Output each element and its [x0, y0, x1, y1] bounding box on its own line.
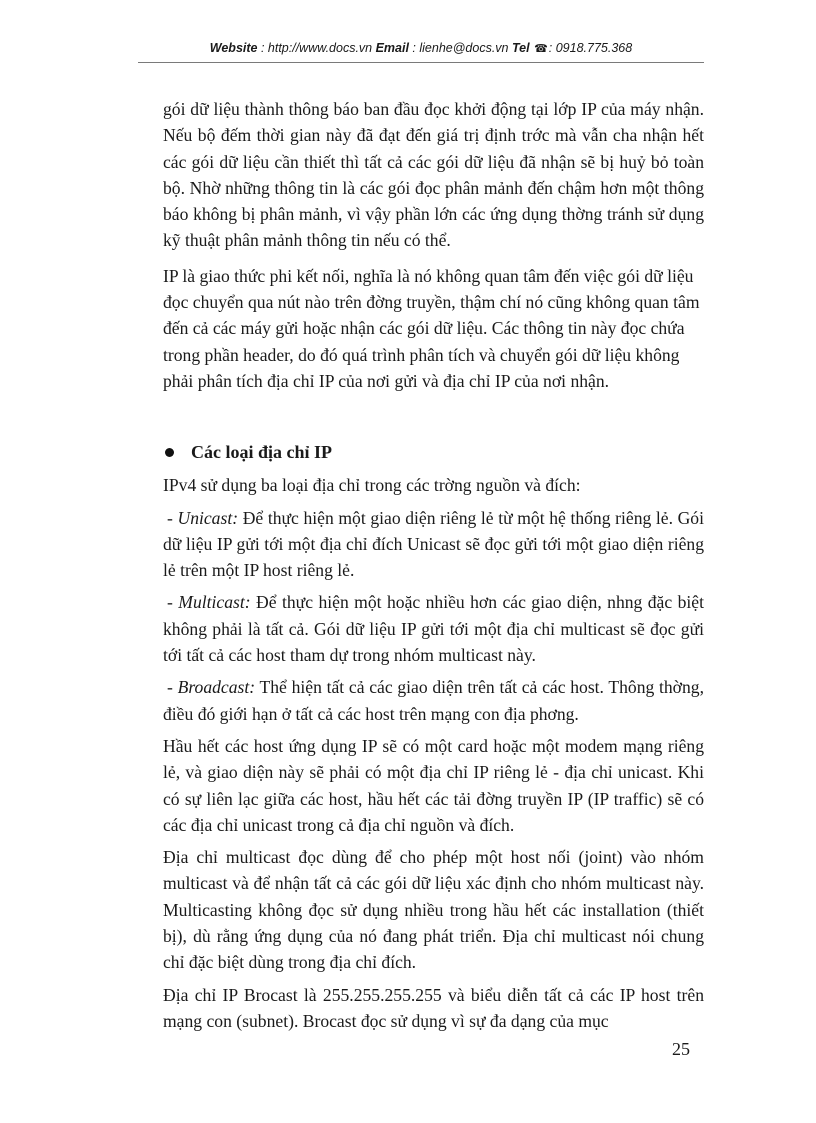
- paragraph-broadcast-address: Địa chỉ IP Brocast là 255.255.255.255 và biểu diễn tất cả các IP host trên mạng con (subnet). Brocast đọc sử dụng vì sự đa dạng của mục: [163, 984, 704, 1031]
- list-item-multicast: [163, 589, 704, 668]
- website-label: Website: [209, 41, 258, 55]
- section-intro: IPv4 sử dụng ba loại địa chỉ trong các trờng nguồn và đích:: [163, 475, 581, 496]
- page-header: [138, 38, 704, 63]
- list-term: Multicast:: [178, 592, 251, 613]
- list-item-broadcast: [163, 674, 704, 727]
- paragraph-multicast-usage: Địa chỉ multicast đọc dùng để cho phép một host nối (joint) vào nhóm multicast và để nhận tất cả các gói dữ liệu xác định cho nhóm multicast này. Multicasting không đọc sử dụng nhiều trong hầu hết các installation (thiết bị), dù rằng ứng dụng của nó đang phát triển. Địa chỉ multicast nói chung chỉ đặc biệt dùng trong địa chỉ đích.: [163, 847, 704, 973]
- tel-number: : 0918.775.368: [548, 41, 633, 55]
- phone-icon: ☎: [534, 43, 548, 55]
- list-item-unicast: [163, 505, 704, 584]
- page-body: [163, 96, 704, 1034]
- list-text: Thể hiện tất cả các giao diện trên tất cả các host. Thông thờng, điều đó giới hạn ở tất cả các host trên mạng con địa phơng.: [163, 677, 704, 724]
- paragraph-fragmentation: gói dữ liệu thành thông báo ban đầu đọc khởi động tại lớp IP của máy nhận. Nếu bộ đếm thời gian này đã đạt đến giá trị định trớc mà vẫn cha nhận hết các gói dữ liệu cần thiết thì tất cả các gói dữ liệu đã nhận sẽ bị huỷ bỏ toàn bộ. Nhờ những thông tin là các gói đọc phân mảnh đến chậm hơn một thông báo không bị phân mảnh, vì vậy phần lớn các ứng dụng thờng tránh sử dụng kỹ thuật phân mảnh thông tin nếu có thể.: [163, 99, 704, 251]
- list-text: Để thực hiện một giao diện riêng lẻ từ một hệ thống riêng lẻ. Gói dữ liệu IP gửi tới một địa chỉ đích Unicast sẽ đọc gửi tới một giao diện riêng lẻ trên một IP host riêng lẻ.: [163, 507, 704, 581]
- email-address[interactable]: : lienhe@docs.vn: [408, 41, 512, 55]
- list-dash: -: [167, 592, 179, 613]
- tel-label: Tel: [511, 41, 530, 55]
- paragraph-connectionless: IP là giao thức phi kết nối, nghĩa là nó không quan tâm đến việc gói dữ liệu đọc chuyển qua nút nào trên đờng truyền, thậm chí nó cũng không quan tâm đến cả các máy gửi hoặc nhận các gói dữ liệu. Các thông tin này đọc chứa trong phần header, do đó quá trình phân tích và chuyển gói dữ liệu không phải phân tích địa chỉ IP của nơi gửi và địa chỉ IP của nơi nhận.: [163, 265, 700, 391]
- list-term: Broadcast:: [177, 677, 256, 698]
- list-dash: -: [167, 677, 178, 698]
- list-term: Unicast:: [177, 507, 239, 528]
- section-heading: [163, 440, 704, 464]
- paragraph-unicast-usage: Hầu hết các host ứng dụng IP sẽ có một card hoặc một modem mạng riêng lẻ, và giao diện này sẽ phải có một địa chỉ IP riêng lẻ - địa chỉ unicast. Khi có sự liên lạc giữa các host, hầu hết các tải đờng truyền IP (IP traffic) sẽ có các địa chỉ unicast trong cả địa chỉ nguồn và đích.: [163, 735, 704, 835]
- email-label: Email: [375, 41, 409, 55]
- section-heading-text: Các loại địa chỉ IP: [191, 442, 333, 463]
- list-text: Để thực hiện một hoặc nhiều hơn các giao diện, nhng đặc biệt không phải là tất cả. Gói dữ liệu IP gửi tới một địa chỉ multicast sẽ đọc gửi tới tất cả các host tham dự trong nhóm multicast này.: [163, 592, 704, 666]
- list-dash: -: [167, 507, 178, 528]
- page-number: 25: [672, 1039, 690, 1059]
- website-url[interactable]: : http://www.docs.vn: [257, 41, 376, 55]
- bullet-icon: [165, 448, 174, 457]
